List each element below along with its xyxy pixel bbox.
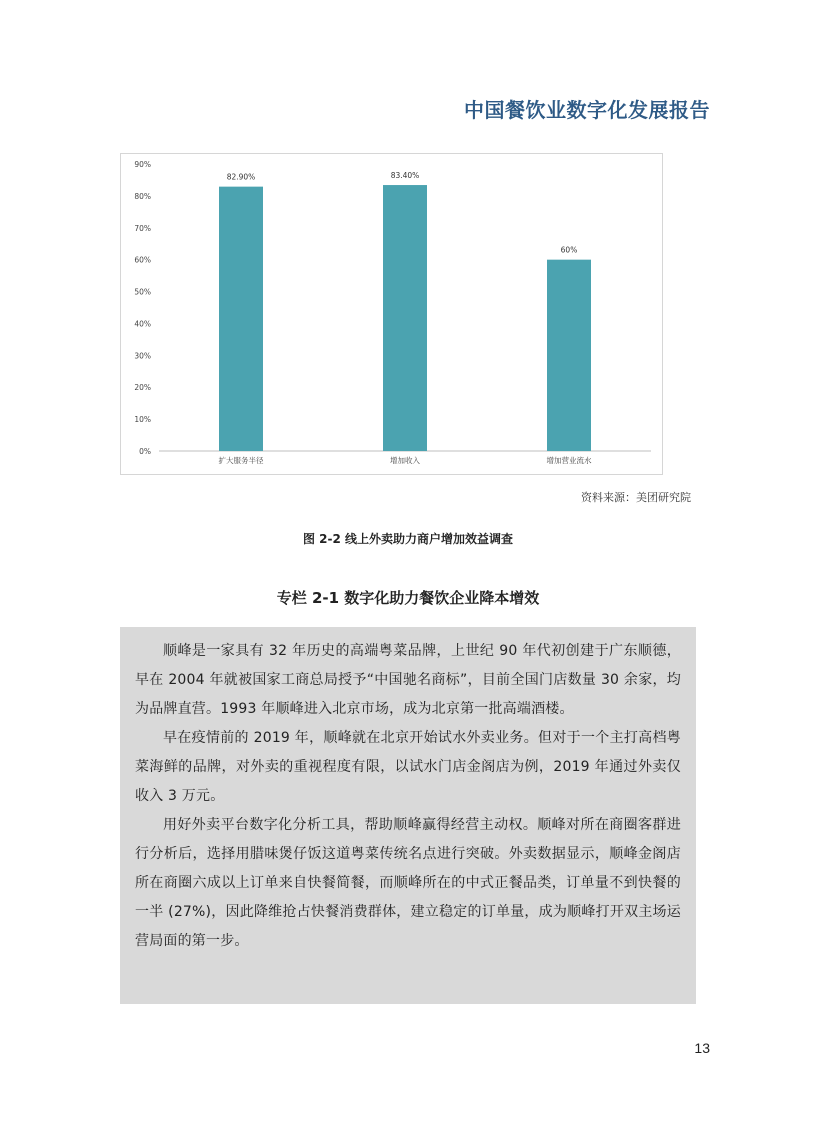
y-tick-label: 90% xyxy=(134,160,151,169)
data-label: 83.40% xyxy=(390,171,420,181)
paragraph-2: 早在疫情前的 2019 年，顺峰就在北京开始试水外卖业务。但对于一个主打高档粤菜海鲜的品牌，对外卖的重视程度有限，以试水门店金阁店为例，2019 年通过外卖仅收入 3 万元。 xyxy=(135,730,681,804)
bar-chart xyxy=(120,153,663,475)
x-tick-label: 增加营业流水 xyxy=(546,456,592,465)
y-tick-label: 70% xyxy=(134,223,151,233)
paragraph-1: 顺峰是一家具有 32 年历史的高端粤菜品牌，上世纪 90 年代初创建于广东顺德，早在 2004 年就被国家工商总局授予“中国驰名商标”，目前全国门店数量 30 余家，均为品牌直营。1993 年顺峰进入北京市场，成为北京第一批高端酒楼。 xyxy=(135,643,681,717)
y-tick-label: 10% xyxy=(134,415,151,425)
data-source: 资料来源：美团研究院 xyxy=(581,491,691,504)
data-label: 60% xyxy=(560,245,578,255)
y-tick-label: 0% xyxy=(139,447,151,456)
bar xyxy=(383,185,427,451)
y-tick-label: 40% xyxy=(134,319,151,329)
data-label: 82.90% xyxy=(226,172,256,182)
bar xyxy=(219,187,263,451)
y-tick-label: 20% xyxy=(134,383,151,393)
case-study-box xyxy=(120,627,696,1004)
page-number: 13 xyxy=(694,1040,710,1056)
y-tick-label: 60% xyxy=(134,255,151,265)
x-tick-label: 扩大服务半径 xyxy=(218,456,264,465)
figure-caption: 图 2-2 线上外卖助力商户增加效益调查 xyxy=(302,532,514,546)
y-tick-label: 30% xyxy=(134,351,151,361)
report-title: 中国餐饮业数字化发展报告 xyxy=(464,98,710,122)
y-tick-label: 50% xyxy=(134,287,151,297)
bar xyxy=(547,260,591,451)
y-tick-label: 80% xyxy=(134,191,151,201)
paragraph-3: 用好外卖平台数字化分析工具，帮助顺峰赢得经营主动权。顺峰对所在商圈客群进行分析后，选择用腊味煲仔饭这道粤菜传统名点进行突破。外卖数据显示，顺峰金阁店所在商圈六成以上订单来自快餐简餐，而顺峰所在的中式正餐品类，订单量不到快餐的一半 (27%)，因此降维抢占快餐消费群体，建立稳定的订单量，成为顺峰打开双主场运营局面的第一步。 xyxy=(135,817,681,949)
bar-chart-svg xyxy=(121,154,662,474)
section-title: 专栏 2-1 数字化助力餐饮企业降本增效 xyxy=(276,589,540,607)
x-tick-label: 增加收入 xyxy=(390,456,420,465)
